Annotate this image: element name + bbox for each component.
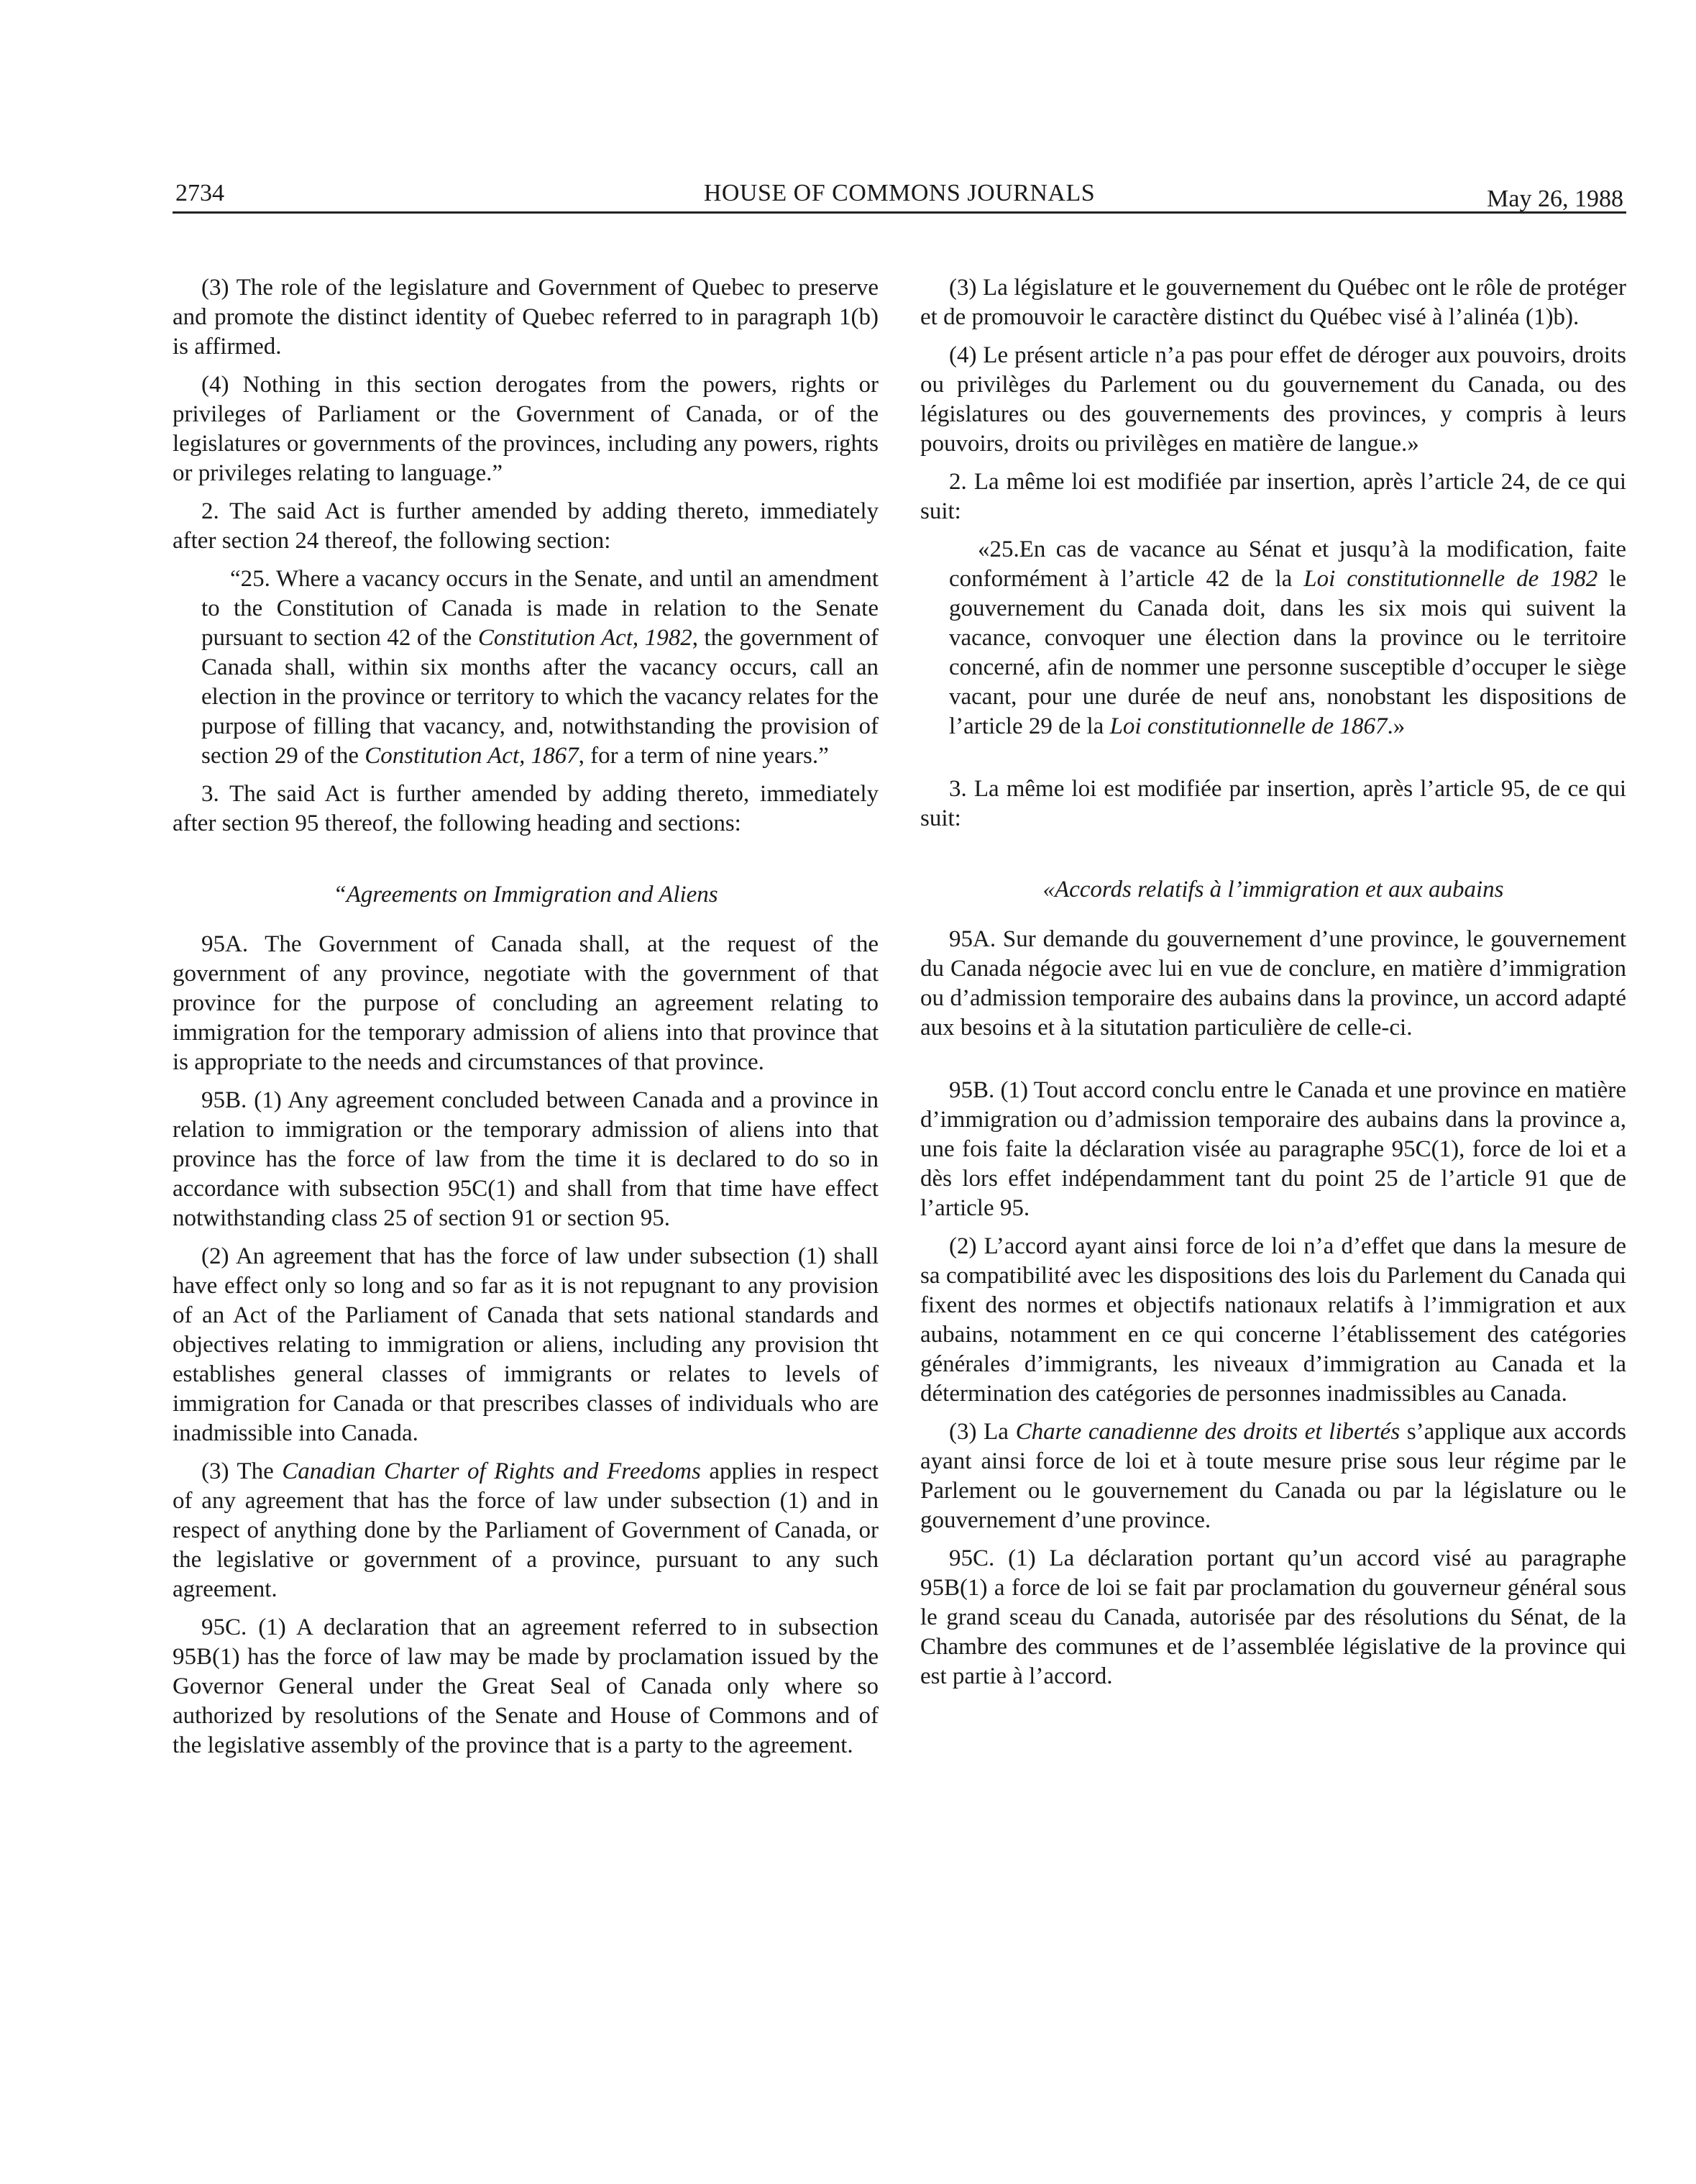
en-heading-immigration: “Agreements on Immigration and Aliens xyxy=(333,882,718,908)
en-paragraph-3-role: (3) The role of the legislature and Government of Quebec to preserve and promote the distinct identity of Quebec referred to in paragraph 1(b) is affirmed. xyxy=(173,275,879,360)
fr-s25-text-c: le gouvernement du Canada doit, dans les six mois qui suivent la vacance, convoquer une élection dans la province ou le territoire concerné, afin de nommer une personne susceptible d’occuper le siège vacant, pour une durée de neuf ans, nonobstant les dispositions de l’article 29 de la xyxy=(949,566,1626,739)
fr-s25-loi-1982: Loi constitutionnelle de 1982 xyxy=(1303,566,1598,592)
en-section-95b-2: (2) An agreement that has the force of law under subsection (1) shall have effect only so long and so far as it is not repugnant to any provision of an Act of the Parliament of Canada that sets national standards and objectives relating to immigration or aliens, including any provision tht establishes general classes of immigrants or relates to levels of immigration for Canada or that prescribes classes of individuals who are inadmissible into Canada. xyxy=(173,1243,879,1446)
english-column xyxy=(173,273,879,1760)
fr-section-95a: 95A. Sur demande du gouvernement d’une province, le gouvernement du Canada négocie avec lui en vue de conclure, en matière d’immigration ou d’admission temporaire des aubains dans la province, un accord adapté aux besoins et à la situtation particulière de celle-ci. xyxy=(920,926,1626,1041)
fr-section-95b-2: (2) L’accord ayant ainsi force de loi n’a d’effet que dans la mesure de sa compatibilité avec les dispositions des lois du Parlement du Canada qui fixent des normes et objectifs nationaux relatifs à l’immigration et aux aubains, notamment en ce qui concerne l’établissement des catégories générales d’immigrants, les niveaux d’immigration au Canada et la détermination des catégories de personnes inadmissibles au Canada. xyxy=(920,1233,1626,1407)
fr-section-95b-1: 95B. (1) Tout accord conclu entre le Canada et une province en matière d’immigration ou d’admission temporaire des aubains dans la province a, une fois faite la déclaration visée au paragraphe 95C(1), force de loi et a dès lors effet indépendamment tant du point 25 de l’article 91 que de l’article 95. xyxy=(920,1077,1626,1221)
fr-paragraph-3-role: (3) La législature et le gouvernement du Québec ont le rôle de protéger et de promouvoir le caractère distinct du Québec visé à l’alinéa (1)b). xyxy=(920,275,1626,330)
en-paragraph-4-nothing: (4) Nothing in this section derogates from the powers, rights or privileges of Parliament or the Government of Canada, or of the legislatures or governments of the provinces, including any powers, rights or privileges relating to language.” xyxy=(173,372,879,486)
en-section-95c-1: 95C. (1) A declaration that an agreement referred to in subsection 95B(1) has the force of law may be made by proclamation issued by the Governor General under the Great Seal of Canada only where so authorized by resolutions of the Senate and House of Commons and of the legislative assembly of the province that is a party to the agreement. xyxy=(173,1614,879,1758)
en-section-95b-3 xyxy=(173,1457,879,1604)
fr-95b3-text-a: (3) La xyxy=(949,1419,1016,1445)
fr-heading-immigration: «Accords relatifs à l’immigration et aux aubains xyxy=(1042,877,1504,903)
fr-95b3-charte: Charte canadienne des droits et libertés xyxy=(1015,1419,1401,1445)
page-date: May 26, 1988 xyxy=(1487,186,1623,212)
page-number: 2734 xyxy=(175,180,224,206)
fr-s25-text-e: .» xyxy=(1387,713,1406,739)
en-95b3-text-a: (3) The xyxy=(201,1458,283,1484)
en-section-95b-1: 95B. (1) Any agreement concluded between Canada and a province in relation to immigration or the temporary admission of aliens into that province has the force of law from the time it is declared to do so in accordance with subsection 95C(1) and shall from that time have effect notwithstanding class 25 of section 91 or section 95. xyxy=(173,1087,879,1231)
en-section-3-amendment: 3. The said Act is further amended by adding thereto, immediately after section 95 thereof, the following heading and sections: xyxy=(173,781,879,836)
fr-section-3-amendment: 3. La même loi est modifiée par insertion, après l’article 95, de ce qui suit: xyxy=(920,776,1626,831)
fr-95b3-text-c: s’applique aux accords ayant ainsi force de loi et à toute mesure prise sous leur régime par le Parlement ou le gouvernement du Canada ou par la législature ou le gouvernement d’une province. xyxy=(920,1419,1626,1533)
en-section-95a: 95A. The Government of Canada shall, at the request of the government of any province, negotiate with the government of that province for the purpose of concluding an agreement relating to immigration for the temporary admission of aliens into that province that is appropriate to the needs and circumstances of that province. xyxy=(173,931,879,1075)
fr-section-2-amendment: 2. La même loi est modifiée par insertion, après l’article 24, de ce qui suit: xyxy=(920,469,1626,524)
fr-paragraph-4-present: (4) Le présent article n’a pas pour effet de déroger aux pouvoirs, droits ou privilèges du Parlement ou du gouvernement du Canada, ou des législatures ou des gouvernements des provinces, y compris à leurs pouvoirs, droits ou privilèges en matière de langue.» xyxy=(920,342,1626,457)
en-s25-act-1982: Constitution Act, 1982 xyxy=(477,625,692,651)
en-95b3-text-c: applies in respect of any agreement that has the force of law under subsection (1) and in respect of anything done by the Parliament of Government of Canada, or the legislative or government of a province, pursuant to any such agreement. xyxy=(173,1458,879,1602)
page-header xyxy=(173,171,1626,214)
fr-section-95c-1: 95C. (1) La déclaration portant qu’un accord visé au paragraphe 95B(1) a force de loi se fait par proclamation du gouverneur général sous le grand sceau du Canada, autorisée par des résolutions du Sénat, de la Chambre des communes et de l’assemblée législative de la province qui est partie à l’accord. xyxy=(920,1545,1626,1689)
en-95b3-charter: Canadian Charter of Rights and Freedoms xyxy=(282,1458,701,1484)
en-section-25-text xyxy=(173,565,879,771)
fr-s25-text-a: «25.En cas de vacance au Sénat et jusqu’à la modification, faite conformément à l’article 42 de la xyxy=(949,536,1626,592)
fr-section-95b-3 xyxy=(920,1417,1626,1535)
en-s25-text-a: “25. Where a vacancy occurs in the Senate, and until an amendment to the Constitution of Canada is made in relation to the Senate pursuant to section 42 of the xyxy=(201,566,879,651)
fr-section-25-text xyxy=(920,535,1626,741)
en-s25-text-c: , the government of Canada shall, within six months after the vacancy occurs, call an election in the province or territory to which the vacancy relates for the purpose of filling that vacancy, and, notwithstanding the provision of section 29 of the xyxy=(201,625,879,769)
fr-s25-loi-1867: Loi constitutionnelle de 1867 xyxy=(1109,713,1388,739)
en-s25-text-e: , for a term of nine years.” xyxy=(578,743,829,769)
french-column xyxy=(920,273,1626,1691)
journal-title: HOUSE OF COMMONS JOURNALS xyxy=(703,180,1096,206)
en-section-2-amendment: 2. The said Act is further amended by adding thereto, immediately after section 24 thereof, the following section: xyxy=(173,498,879,554)
en-s25-act-1867: Constitution Act, 1867 xyxy=(365,743,579,769)
